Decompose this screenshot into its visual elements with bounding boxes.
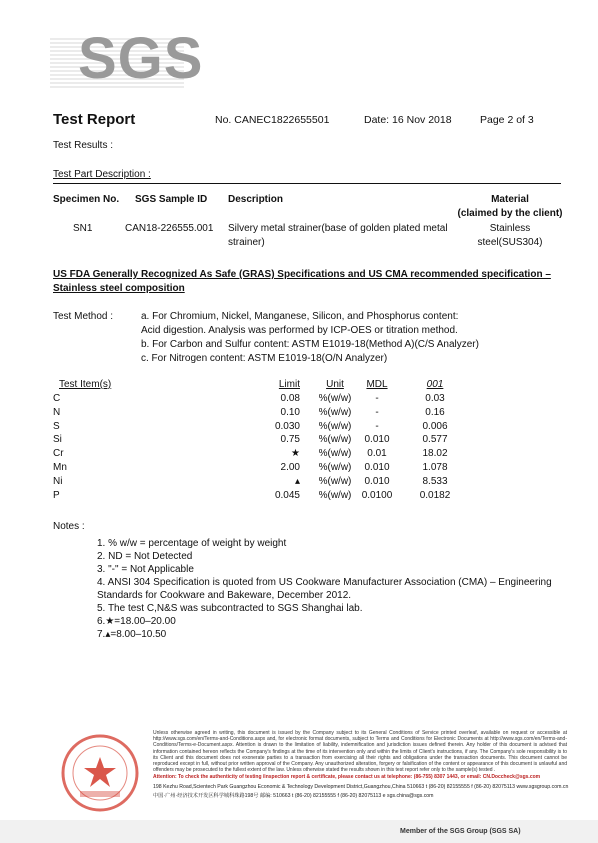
unit-value: %(w/w) — [318, 462, 352, 473]
unit-value: %(w/w) — [318, 434, 352, 446]
test-item: N — [53, 406, 61, 418]
official-stamp-icon — [60, 733, 140, 813]
note-item: 4. ANSI 304 Specification is quoted from US Cookware Manufacturer Association (CMA) – Engineering — [97, 577, 552, 588]
table-row — [0, 447, 598, 461]
test-item: C — [53, 393, 61, 404]
result-value: 0.16 — [425, 406, 445, 418]
unit-value: %(w/w) — [318, 475, 352, 487]
description-header: Description — [228, 194, 284, 205]
test-item: P — [53, 489, 60, 501]
limit-value: 0.045 — [274, 489, 300, 501]
note-item: 1. % w/w = percentage of weight by weight — [97, 538, 287, 549]
test-part-description-label: Test Part Description : — [53, 169, 151, 180]
mdl-header: MDL — [366, 379, 388, 390]
result-value: 8.533 — [422, 475, 448, 487]
material-line2: steel(SUS304) — [477, 237, 543, 248]
result-value: 0.03 — [425, 393, 445, 404]
specimen-header: Specimen No. — [53, 194, 120, 205]
test-method-line: c. For Nitrogen content: ASTM E1019-18(O/N Analyzer) — [141, 353, 388, 364]
footer-disclaimer — [153, 730, 567, 799]
mdl-value: - — [375, 406, 379, 418]
table-row — [0, 406, 598, 420]
limit-value: 2.00 — [280, 462, 300, 473]
test-item: Mn — [53, 462, 67, 473]
unit-header: Unit — [326, 379, 344, 390]
description-line1: Silvery metal strainer(base of golden plated metal — [228, 223, 448, 234]
mdl-value: - — [375, 393, 379, 404]
report-date: Date: 16 Nov 2018 — [364, 114, 452, 126]
sample-001-header: 001 — [426, 379, 444, 390]
section-title-line1: US FDA Generally Recognized As Safe (GRAS) Specifications and US CMA recommended specification – — [53, 269, 551, 280]
table-row — [0, 433, 598, 447]
address-english: 198 Kezhu Road,Scientech Park Guangzhou Economic & Technology Development District,Guangzhou,China 510663 t (86-20) 82155555 f (86-20) 82075113 www.sgsgroup.com.cn — [153, 783, 569, 790]
limit-value: 0.08 — [280, 393, 300, 404]
table-row — [0, 420, 598, 434]
notes-label: Notes : — [53, 521, 85, 532]
material-header-line2: (claimed by the client) — [457, 208, 563, 219]
mdl-value: 0.010 — [364, 475, 390, 487]
sample-id-header: SGS Sample ID — [135, 194, 208, 205]
test-method-lines — [141, 310, 479, 366]
divider — [53, 183, 561, 184]
description-value — [228, 222, 448, 250]
section-title — [53, 268, 551, 296]
note-item: 5. The test C,N&S was subcontracted to SGS Shanghai lab. — [97, 603, 363, 614]
test-method-line: b. For Carbon and Sulfur content: ASTM E1019-18(Method A)(C/S Analyzer) — [141, 339, 479, 350]
table-row — [0, 392, 598, 406]
test-method-label: Test Method : — [53, 311, 114, 322]
unit-value: %(w/w) — [318, 420, 352, 432]
test-item: S — [53, 420, 60, 432]
result-value: 0.0182 — [419, 489, 451, 501]
material-line1: Stainless — [489, 223, 531, 234]
unit-value: %(w/w) — [318, 489, 352, 501]
mdl-value: 0.0100 — [361, 489, 393, 501]
disclaimer-text: Unless otherwise agreed in writing, this document is issued by the Company subject to its General Conditions of Service printed overleaf, available on request or accessible at http://www.sgs.com/en/Terms-and-Conditions.aspx and, for electronic format documents, subject to Terms and Conditions for Electronic Documents at http://www.sgs.com/en/Terms-and-Conditions/Terms-e-Document.aspx. Attention is drawn to the limitation of liability, indemnification and jurisdiction issues defined therein. Any holder of this document is advised that information contained hereon reflects the Company's findings at the time of its intervention only and within the limits of Client's instructions, if any. The Company's sole responsibility is to its Client and this document does not exonerate parties to a transaction from exercising all their rights and obligations under the transaction documents. This document cannot be reproduced except in full, without prior written approval of the Company. Any unauthorized alteration, forgery or falsification of the content or appearance of this document is unlawful and offenders may be prosecuted to the fullest extent of the law. Unless otherwise stated the results shown in this test report refer only to the sample(s) tested . — [153, 730, 567, 774]
note-item: 6.★=18.00–20.00 — [97, 616, 176, 627]
address-chinese: 中国·广州·经济技术开发区科学城科珠路198号 邮编: 510663 t (86-20) 82155555 f (86-20) 82075113 e sgs.china@sgs.com — [153, 792, 434, 799]
table-row — [0, 489, 598, 503]
note-item: 2. ND = Not Detected — [97, 551, 193, 562]
result-value: 18.02 — [422, 448, 448, 460]
mdl-value: - — [375, 420, 379, 432]
mdl-value: 0.01 — [367, 448, 387, 460]
test-item: Cr — [53, 448, 64, 460]
material-value — [455, 222, 565, 250]
report-title: Test Report — [53, 111, 136, 128]
unit-value: %(w/w) — [318, 448, 352, 460]
page-number: Page 2 of 3 — [480, 114, 534, 126]
unit-value: %(w/w) — [318, 393, 352, 404]
report-number: No. CANEC1822655501 — [215, 114, 330, 126]
result-value: 0.006 — [422, 420, 448, 432]
result-value: 0.577 — [422, 434, 448, 446]
note-item: 7.▴=8.00–10.50 — [97, 629, 167, 640]
limit-value: ★ — [291, 448, 300, 460]
test-method-line: Acid digestion. Analysis was performed by ICP-OES or titration method. — [141, 325, 458, 336]
sample-id-value: CAN18-226555.001 — [125, 223, 214, 234]
test-item-header: Test Item(s) — [59, 379, 112, 390]
member-note: Member of the SGS Group (SGS SA) — [400, 828, 521, 835]
authenticity-attention: Attention: To check the authenticity of testing /inspection report & certificate, please contact us at telephone: (86-755) 8307 1443, or email: CN.Doccheck@sgs.com — [153, 774, 541, 781]
test-method-line: a. For Chromium, Nickel, Manganese, Silicon, and Phosphorus content: — [141, 311, 459, 322]
table-row — [0, 475, 598, 489]
result-value: 1.078 — [422, 462, 448, 473]
table-row — [0, 461, 598, 475]
specimen-value: SN1 — [73, 223, 93, 234]
note-item: Standards for Cookware and Bakeware, December 2012. — [97, 590, 352, 601]
mdl-value: 0.010 — [364, 462, 390, 473]
limit-header: Limit — [278, 379, 300, 390]
test-item: Ni — [53, 475, 63, 487]
unit-value: %(w/w) — [318, 406, 352, 418]
mdl-value: 0.010 — [364, 434, 390, 446]
material-header-line1: Material — [491, 194, 529, 205]
sgs-logo: SGS — [78, 26, 204, 91]
limit-value: 0.10 — [280, 406, 300, 418]
test-item: Si — [53, 434, 62, 446]
section-title-line2: Stainless steel composition — [53, 283, 185, 294]
notes-list — [97, 537, 552, 641]
limit-value: 0.75 — [280, 434, 300, 446]
limit-value: 0.030 — [274, 420, 300, 432]
limit-value: ▴ — [294, 475, 300, 487]
material-header — [455, 193, 565, 221]
test-results-label: Test Results : — [53, 140, 114, 151]
description-line2: strainer) — [228, 237, 265, 248]
note-item: 3. "-" = Not Applicable — [97, 564, 194, 575]
